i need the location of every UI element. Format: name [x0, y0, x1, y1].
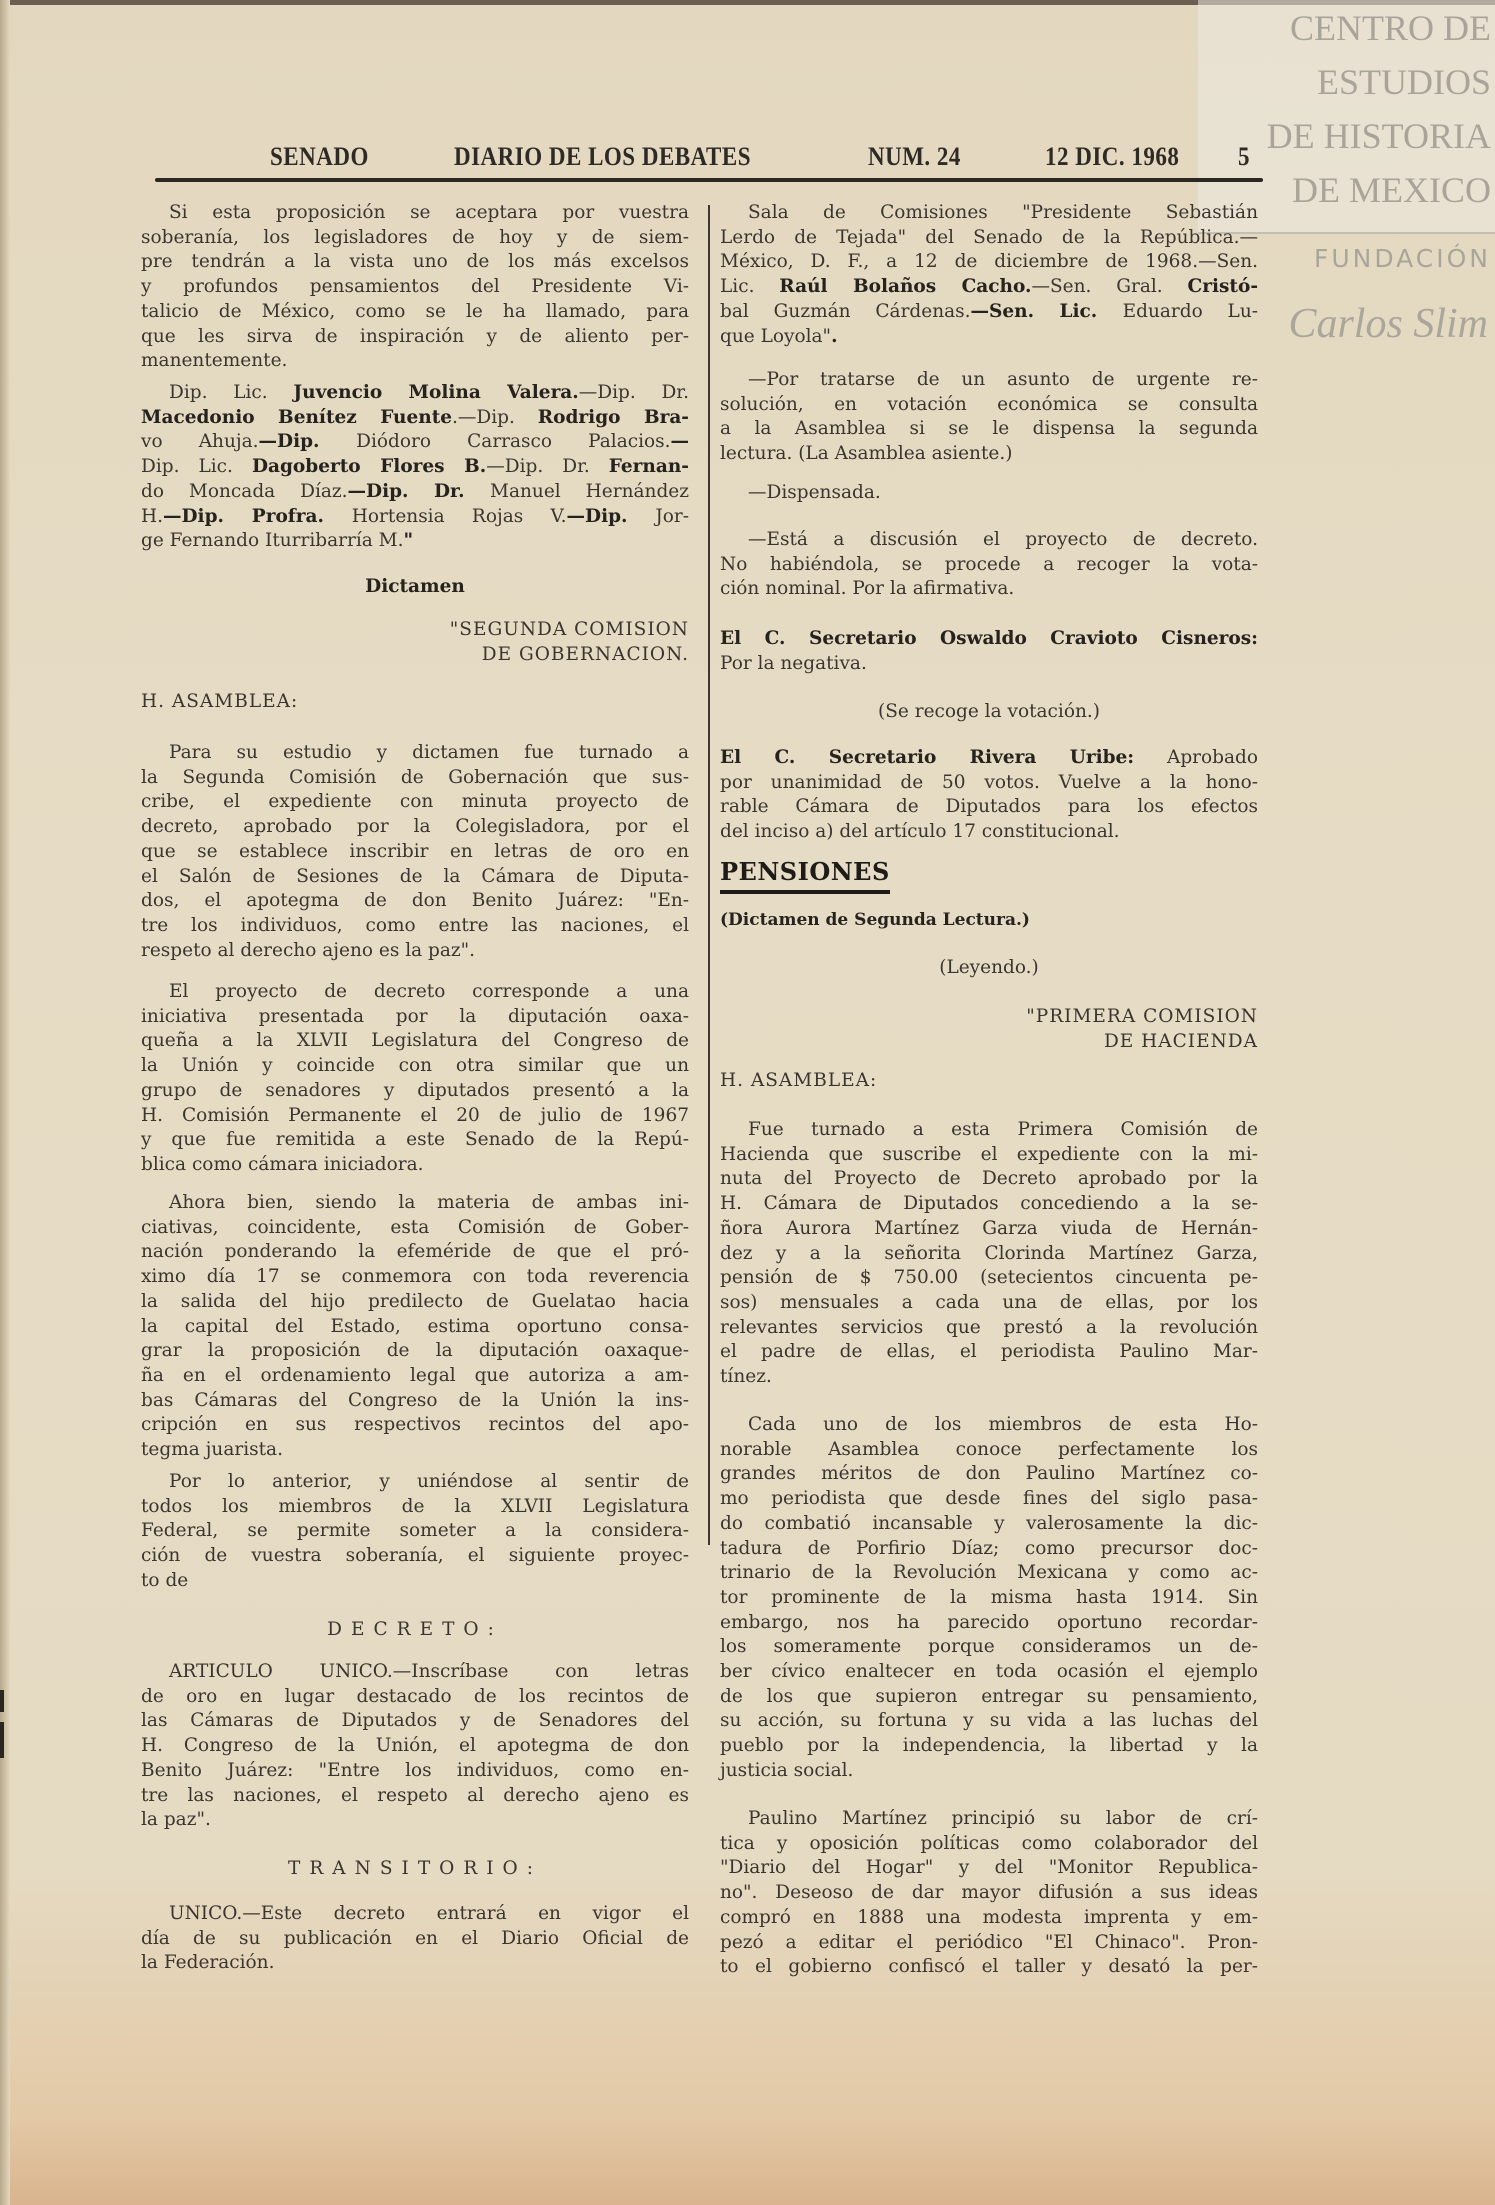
- text-line: to de: [141, 1569, 189, 1591]
- bold-name: —Dip.: [258, 431, 357, 453]
- text-line: vo Ahuja.—Dip. Diódoro Carrasco Palacios.—: [141, 431, 690, 453]
- text-line: tegma juarista.: [141, 1439, 283, 1461]
- bold-name: El C. Secretario Oswaldo Cravioto Cisneros:: [720, 628, 1258, 649]
- text-line: de los que supieron entregar su pensamiento,: [720, 1685, 1258, 1707]
- text-line: tínez.: [720, 1366, 772, 1388]
- watermark-line: DE HISTORIA: [1266, 116, 1491, 156]
- watermark-line: CENTRO DE: [1290, 8, 1491, 48]
- paragraph: [141, 1191, 689, 1463]
- text-line: pueblo por la independencia, la libertad y la: [720, 1735, 1258, 1757]
- text-line: no". Deseoso de dar mayor difusión a sus ideas: [720, 1882, 1258, 1904]
- margin-mark: [0, 1722, 4, 1758]
- bold-name: —Sen. Lic.: [970, 300, 1123, 322]
- text-line: ciativas, coincidente, esta Comisión de Gober-: [141, 1216, 689, 1238]
- paragraph: [141, 1902, 689, 1976]
- text-line: nuta del Proyecto de Decreto aprobado por la: [720, 1168, 1258, 1190]
- text-line: y que fue remitida a este Senado de la Repú-: [141, 1129, 689, 1151]
- salutation: H. ASAMBLEA:: [720, 1070, 878, 1091]
- text-line: tre las naciones, el respeto al derecho ajeno es: [141, 1784, 689, 1806]
- text-line: de oro en lugar destacado de los recintos de: [141, 1685, 689, 1707]
- text-line: pensión de $ 750.00 (setecientos cincuenta pe-: [720, 1267, 1258, 1289]
- text-line: "Diario del Hogar" y del "Monitor Republica-: [720, 1857, 1258, 1879]
- text-line: H. Comisión Permanente el 20 de julio de 1967: [141, 1104, 689, 1126]
- text-line: Sala de Comisiones "Presidente Sebastián: [748, 202, 1258, 223]
- text-line: [720, 627, 1258, 652]
- text-line: la Segunda Comisión de Gobernación que sus-: [141, 766, 689, 788]
- bold-name: —: [670, 431, 690, 453]
- text-line: los someramente porque consideramos un de-: [720, 1636, 1258, 1658]
- text-line: bas Cámaras del Congreso de la Unión la ins-: [141, 1389, 689, 1411]
- bold-name: —Dip. Dr.: [347, 480, 491, 502]
- paragraph: [141, 980, 689, 1178]
- text-line: su acción, su fortuna y su vida a las luchas del: [720, 1710, 1258, 1732]
- header-rule: [155, 178, 1263, 182]
- header-publication: DIARIO DE LOS DEBATES: [454, 142, 752, 171]
- text-line: soberanía, los legisladores de hoy y de siem-: [141, 226, 689, 248]
- header-page-number: 5: [1238, 142, 1250, 171]
- watermark-line: ESTUDIOS: [1316, 62, 1491, 102]
- paragraph: [141, 1470, 689, 1594]
- text-line: —Está a discusión el proyecto de decreto.: [748, 529, 1258, 550]
- text-line: Si esta proposición se aceptara por vuestra: [169, 202, 689, 223]
- text-line: ña en el ordenamiento legal que autoriza a am-: [141, 1364, 689, 1386]
- text-line: rable Cámara de Diputados para los efectos: [720, 796, 1258, 818]
- text-line: que se establece inscribir en letras de oro en: [141, 840, 689, 862]
- watermark-signature: Carlos Slim: [1288, 301, 1488, 347]
- text-line: El C. Secretario Rivera Uribe: Aprobado: [720, 747, 1258, 768]
- paragraph: [720, 481, 1258, 506]
- text-line: solución, en votación económica se consulta: [720, 393, 1258, 415]
- bold-name: Cristó-: [1187, 276, 1258, 298]
- text-line: a la Asamblea si se le dispensa la segunda: [720, 418, 1258, 440]
- text-line: —Por tratarse de un asunto de urgente re-: [748, 369, 1258, 390]
- text-line: bal Guzmán Cárdenas.—Sen. Lic. Eduardo Lu-: [720, 300, 1258, 322]
- text-line: cribe, el expediente con minuta proyecto de: [141, 791, 689, 813]
- text-line: por unanimidad de 50 votos. Vuelve a la hono-: [720, 771, 1258, 793]
- text-line: grar la proposición de la diputación oaxaque-: [141, 1340, 689, 1362]
- page-left-edge: [0, 0, 10, 2205]
- section-heading: Dictamen: [365, 576, 465, 597]
- text-line: la Federación.: [141, 1952, 275, 1974]
- paragraph: [141, 741, 689, 963]
- text-line: que les sirva de inspiración y de aliento per-: [141, 325, 689, 347]
- text-line: todos los miembros de la XLVII Legislatura: [141, 1495, 689, 1517]
- text-line: del inciso a) del artículo 17 constitucional.: [720, 821, 1120, 843]
- text-line: la capital del Estado, estima oportuno consa-: [141, 1315, 689, 1337]
- text-line: mo periodista que desde fines del siglo pasa-: [720, 1488, 1258, 1510]
- text-line: Ahora bien, siendo la materia de ambas ini-: [169, 1192, 689, 1213]
- header-date: 12 DIC. 1968: [1045, 142, 1180, 171]
- text-line: lectura. (La Asamblea asiente.): [720, 443, 1013, 465]
- text-line: tre los individuos, como entre las naciones, el: [141, 914, 689, 936]
- bold-name: Raúl Bolaños Cacho.: [779, 276, 1032, 298]
- text-line: H.—Dip. Profra. Hortensia Rojas V.—Dip. Jor-: [141, 505, 689, 527]
- signatures: [141, 381, 689, 554]
- text-line: grandes méritos de don Paulino Martínez co-: [720, 1463, 1258, 1485]
- paragraph: [141, 201, 689, 374]
- decree-heading: DECRETO:: [327, 1619, 503, 1640]
- bold-name: —Dip. Profra.: [163, 505, 352, 527]
- text-line: Para su estudio y dictamen fue turnado a: [169, 742, 689, 763]
- text-line: decreto, aprobado por la Colegisladora, por el: [141, 816, 689, 838]
- text-line: el padre de ellas, el periodista Paulino Mar-: [720, 1341, 1258, 1363]
- text-line: do combatió incansable y valerosamente la dic-: [720, 1512, 1258, 1534]
- text-line: que Loyola".: [720, 325, 838, 347]
- text-line: to el gobierno confiscó el taller y desató la per-: [720, 1956, 1258, 1978]
- text-line: Por lo anterior, y uniéndose al sentir de: [169, 1471, 689, 1492]
- header-chamber: SENADO: [270, 142, 369, 171]
- text-line: la Unión y coincide con otra similar que un: [141, 1055, 689, 1077]
- text-line: grupo de senadores y diputados presentó a la: [141, 1079, 689, 1101]
- transitory-heading: TRANSITORIO:: [288, 1858, 542, 1879]
- text-line: H. Cámara de Diputados concediendo a la se-: [720, 1193, 1258, 1215]
- commission-name: "PRIMERA COMISION DE HACIENDA: [1026, 1006, 1258, 1052]
- text-line: Por la negativa.: [720, 652, 867, 674]
- text-line: Dip. Lic. Juvencio Molina Valera.—Dip. Dr.: [169, 382, 689, 403]
- bold-name: El C. Secretario Rivera Uribe:: [720, 747, 1135, 768]
- paragraph: [141, 1660, 689, 1833]
- text-line: pezó a editar el periódico "El Chinaco". Pron-: [720, 1931, 1258, 1953]
- paragraph: [720, 368, 1258, 467]
- paragraph: [720, 1807, 1258, 1980]
- paragraph: [720, 201, 1258, 349]
- text-line: el Salón de Sesiones de la Cámara de Diputa-: [141, 865, 689, 887]
- text-line: iniciativa presentada por la diputación oaxa-: [141, 1005, 689, 1027]
- text-line: ge Fernando Iturribarría M.": [141, 530, 414, 552]
- text-line: tor prominente de la misma hasta 1914. Sin: [720, 1586, 1258, 1608]
- text-line: Hacienda que suscribe el expediente con la mi-: [720, 1143, 1258, 1165]
- header-issue: NUM. 24: [868, 142, 961, 171]
- text-line: No habiéndola, se procede a recoger la vota-: [720, 553, 1258, 575]
- watermark-foundation: FUNDACIÓN: [1313, 244, 1491, 273]
- column-divider: [708, 205, 710, 1545]
- margin-mark: [0, 1690, 4, 1712]
- bold-name: Juvencio Molina Valera.: [293, 382, 579, 403]
- text-line: manentemente.: [141, 350, 288, 372]
- bold-name: Dagoberto Flores B.: [251, 456, 487, 478]
- text-line: Benito Juárez: "Entre los individuos, como en-: [141, 1759, 689, 1781]
- section-title-underline: [720, 890, 890, 894]
- text-line: dez y a la señorita Clorinda Martínez Garza,: [720, 1242, 1258, 1264]
- bold-name: Fernan-: [608, 456, 689, 478]
- text-line: relevantes servicios que prestó a la revolución: [720, 1316, 1258, 1338]
- text-line: respeto al derecho ajeno es la paz".: [141, 939, 476, 961]
- text-line: ARTICULO UNICO.—Inscríbase con letras: [169, 1661, 689, 1682]
- text-line: Lic. Raúl Bolaños Cacho.—Sen. Gral. Cristó-: [720, 276, 1258, 298]
- section-title: PENSIONES: [720, 857, 890, 886]
- text-line: la salida del hijo predilecto de Guelatao hacia: [141, 1290, 689, 1312]
- text-line: la paz".: [141, 1809, 211, 1831]
- bold-name: —Dip.: [566, 505, 656, 527]
- text-line: pre tendrán a la vista uno de los más excelsos: [141, 251, 689, 273]
- text-line: ción de vuestra soberanía, el siguiente proyec-: [141, 1545, 689, 1567]
- text-line: Cada uno de los miembros de esta Ho-: [748, 1414, 1258, 1435]
- text-line: dos, el apotegma de don Benito Juárez: "En-: [141, 890, 689, 912]
- text-line: México, D. F., a 12 de diciembre de 1968.—Sen.: [720, 251, 1258, 273]
- text-line: UNICO.—Este decreto entrará en vigor el: [169, 1903, 689, 1924]
- text-line: trinario de la Revolución Mexicana y como ac-: [720, 1562, 1258, 1584]
- text-line: do Moncada Díaz.—Dip. Dr. Manuel Hernández: [141, 480, 689, 502]
- text-line: sos) mensuales a cada una de ellas, por los: [720, 1291, 1258, 1313]
- text-line: nación ponderando la efeméride de que el pró-: [141, 1241, 689, 1263]
- text-line: ñora Aurora Martínez Garza viuda de Hernán-: [720, 1217, 1258, 1239]
- text-line: Lerdo de Tejada" del Senado de la República.—: [720, 226, 1258, 248]
- text-line: El proyecto de decreto corresponde a una: [169, 981, 689, 1002]
- text-line: Fue turnado a esta Primera Comisión de: [748, 1119, 1258, 1140]
- bold-name: Rodrigo Bra-: [537, 406, 689, 428]
- reading-note: (Leyendo.): [939, 957, 1039, 978]
- salutation: H. ASAMBLEA:: [141, 691, 299, 712]
- bold-name: .: [831, 325, 838, 347]
- text-line: ber cívico enaltecer en toda ocasión el ejemplo: [720, 1661, 1258, 1683]
- paragraph: [720, 627, 1258, 676]
- text-line: cripción en sus respectivos recintos del apo-: [141, 1414, 689, 1436]
- text-line: y profundos pensamientos del Presidente Vi-: [141, 276, 689, 298]
- watermark-line: DE MEXICO: [1292, 170, 1491, 210]
- paragraph: [720, 528, 1258, 602]
- text-line: Federal, se permite someter a la considera-: [141, 1520, 689, 1542]
- text-line: ción nominal. Por la afirmativa.: [720, 578, 1015, 600]
- text-line: Paulino Martínez principió su labor de crí-: [748, 1808, 1258, 1829]
- text-line: día de su publicación en el Diario Oficial de: [141, 1927, 689, 1949]
- text-line: compró en 1888 una modesta imprenta y em-: [720, 1906, 1258, 1928]
- bold-name: Macedonio Benítez Fuente: [141, 406, 453, 428]
- text-line: queña a la XLVII Legislatura del Congreso de: [141, 1030, 689, 1052]
- text-line: Dip. Lic. Dagoberto Flores B.—Dip. Dr. Fernan-: [141, 456, 689, 478]
- paragraph: [720, 1118, 1258, 1390]
- text-line: justicia social.: [720, 1759, 854, 1781]
- text-line: blica como cámara iniciadora.: [141, 1153, 424, 1175]
- text-line: H. Congreso de la Unión, el apotegma de don: [141, 1735, 689, 1757]
- text-line: las Cámaras de Diputados y de Senadores del: [141, 1710, 689, 1732]
- text-line: tica y oposición políticas como colaborador del: [720, 1832, 1258, 1854]
- text-line: —Dispensada.: [748, 482, 881, 503]
- section-subtitle: (Dictamen de Segunda Lectura.): [720, 910, 1030, 930]
- paragraph: (Se recoge la votación.): [878, 701, 1100, 722]
- text-line: Macedonio Benítez Fuente.—Dip. Rodrigo Bra-: [141, 406, 689, 428]
- text-line: talicio de México, como se le ha llamado, para: [141, 300, 689, 322]
- text-line: tadura de Porfirio Díaz; como precursor doc-: [720, 1537, 1258, 1559]
- paragraph: [720, 746, 1258, 845]
- text-line: embargo, nos ha parecido oportuno recordar-: [720, 1611, 1258, 1633]
- text-line: ximo día 17 se conmemora con toda reverencia: [141, 1266, 689, 1288]
- paragraph: [720, 1413, 1258, 1784]
- text-line: norable Asamblea conoce perfectamente los: [720, 1438, 1258, 1460]
- bold-name: ": [403, 530, 414, 552]
- commission-name: "SEGUNDA COMISION DE GOBERNACION.: [449, 619, 689, 665]
